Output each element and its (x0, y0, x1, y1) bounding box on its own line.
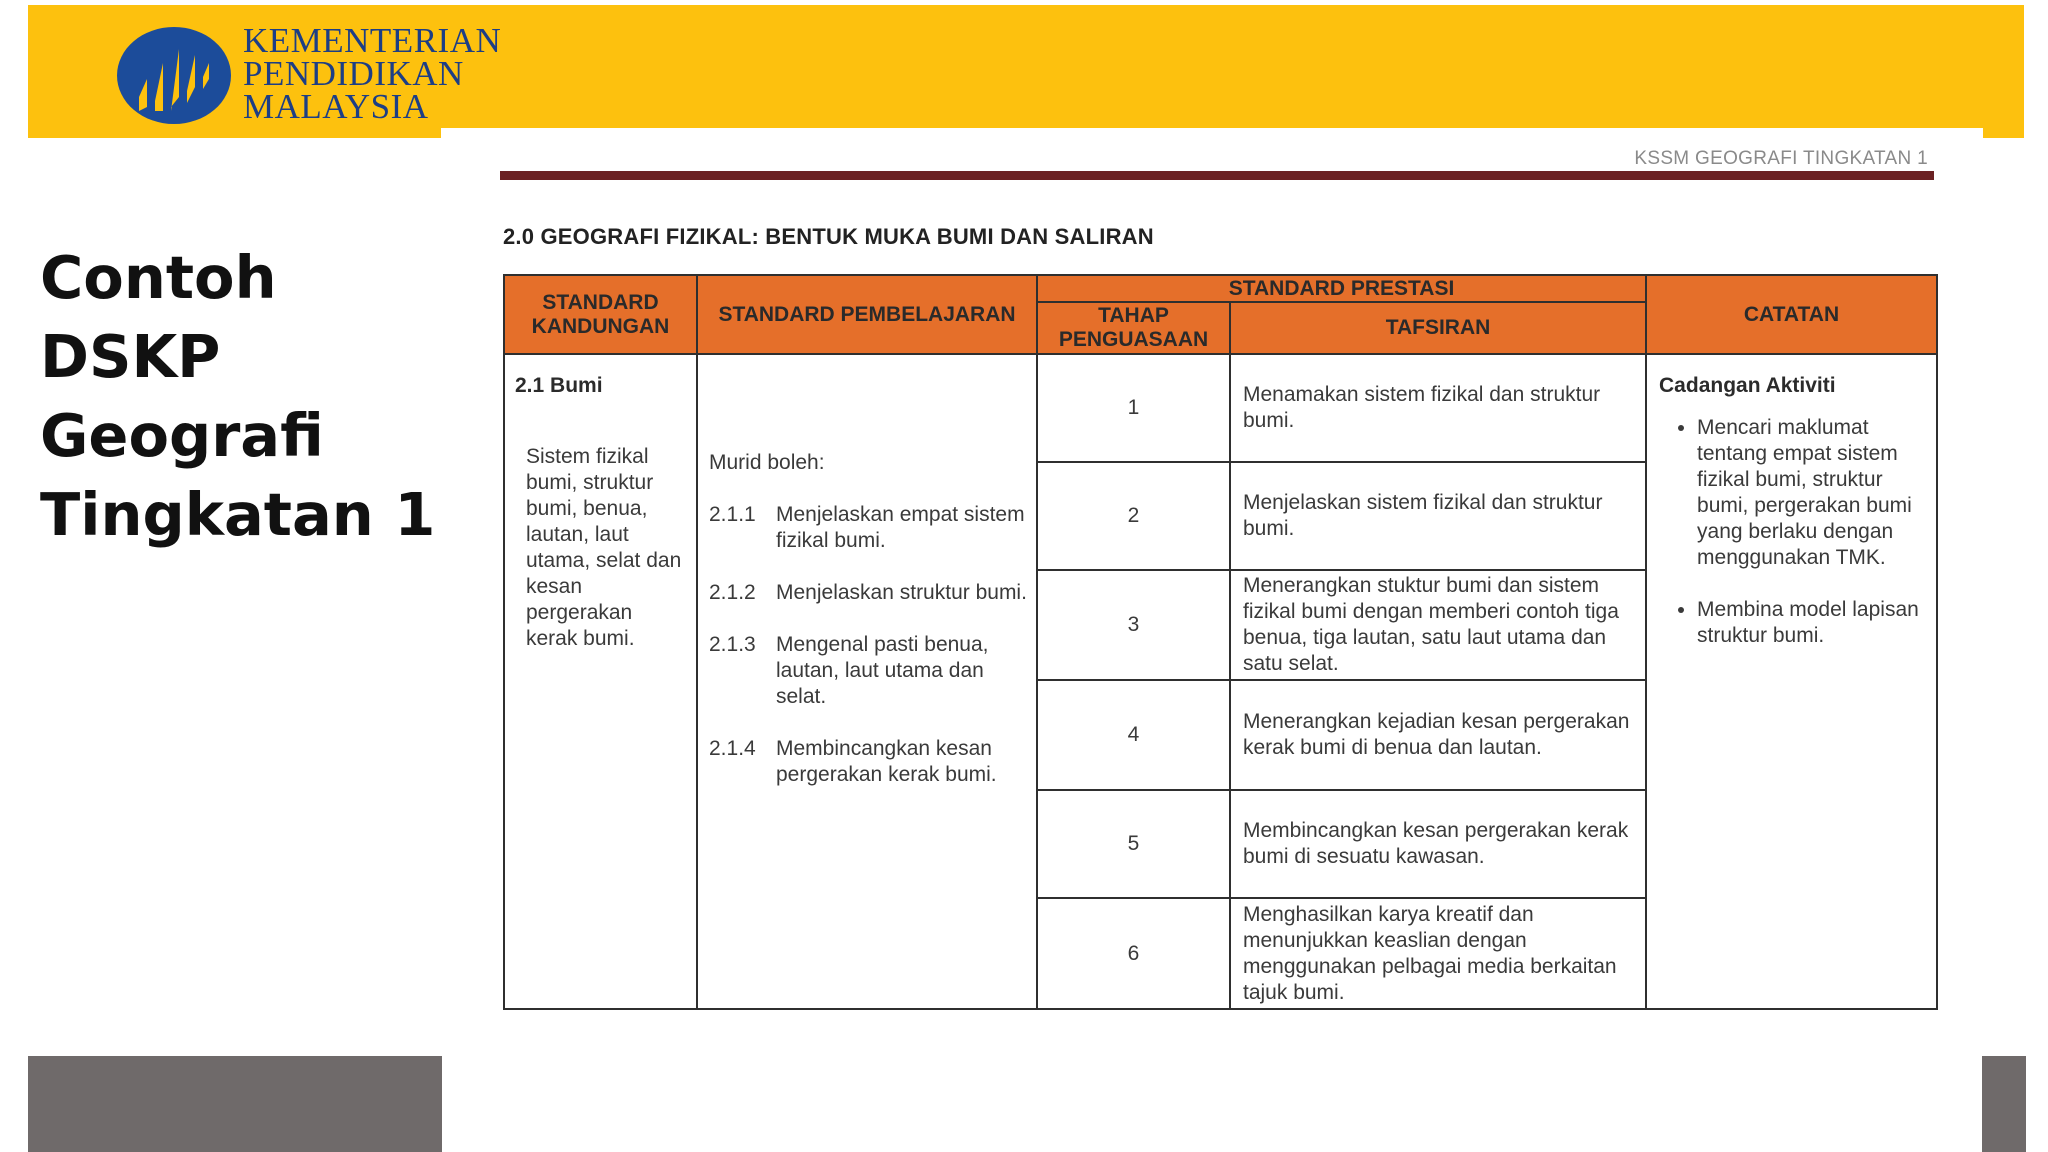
catatan-list (1659, 415, 1926, 649)
tahap-cell-3: 3 (1037, 570, 1230, 680)
tafsiran-cell-1: Menamakan sistem fizikal dan struktur bumi. (1230, 354, 1646, 462)
header-tahap-penguasaan: TAHAP PENGUASAAN (1037, 302, 1230, 354)
header-rule (500, 171, 1934, 180)
tafsiran-cell-2: Menjelaskan sistem fizikal dan struktur bumi. (1230, 462, 1646, 570)
document-header-label: KSSM GEOGRAFI TINGKATAN 1 (1634, 148, 1928, 169)
sp-item (709, 502, 1028, 554)
pembelajaran-cell (697, 354, 1037, 1009)
logo-line-1: KEMENTERIAN (243, 21, 502, 60)
sp-text: Menjelaskan struktur bumi. (776, 581, 1027, 604)
header-standard-kandungan: STANDARD KANDUNGAN (504, 275, 697, 354)
dskp-table (503, 274, 1938, 1010)
kandungan-description: Sistem fizikal bumi, struktur bumi, benua, lautan, laut utama, selat dan kesan pergerakan kerak bumi. (526, 445, 682, 650)
footer-bar-left (28, 1056, 442, 1152)
catatan-item: • Membina model lapisan struktur bumi. (1697, 597, 1926, 649)
footer-bar-right (1982, 1056, 2026, 1152)
sp-text: Membincangkan kesan pergerakan kerak bumi. (776, 737, 997, 786)
tahap-cell-5: 5 (1037, 790, 1230, 898)
tafsiran-cell-4: Menerangkan kejadian kesan pergerakan kerak bumi di benua dan lautan. (1230, 680, 1646, 790)
sp-code: 2.1.2 (709, 581, 756, 604)
tafsiran-cell-3: Menerangkan stuktur bumi dan sistem fizikal bumi dengan memberi contoh tiga benua, tiga lautan, satu laut utama dan satu selat. (1230, 570, 1646, 680)
logo-line-2: PENDIDIKAN (243, 54, 464, 93)
sp-item (709, 632, 1028, 710)
sp-item (709, 580, 1028, 606)
slide-title: Contoh DSKP Geografi Tingkatan 1 (40, 243, 436, 549)
header-catatan: CATATAN (1646, 275, 1937, 354)
sp-code: 2.1.3 (709, 633, 756, 656)
kandungan-title: 2.1 Bumi (515, 374, 603, 397)
sp-code: 2.1.4 (709, 737, 756, 760)
tahap-cell-1: 1 (1037, 354, 1230, 462)
sp-text: Mengenal pasti benua, lautan, laut utama dan selat. (776, 633, 989, 708)
sp-text: Menjelaskan empat sistem fizikal bumi. (776, 503, 1025, 552)
tafsiran-cell-6: Menghasilkan karya kreatif dan menunjukkan keaslian dengan menggunakan pelbagai media berkaitan tajuk bumi. (1230, 898, 1646, 1009)
tahap-cell-6: 6 (1037, 898, 1230, 1009)
sp-code: 2.1.1 (709, 503, 756, 526)
tahap-cell-2: 2 (1037, 462, 1230, 570)
tafsiran-cell-5: Membincangkan kesan pergerakan kerak bumi di sesuatu kawasan. (1230, 790, 1646, 898)
catatan-item: • Mencari maklumat tentang empat sistem fizikal bumi, struktur bumi, pergerakan bumi yang berlaku dengan menggunakan TMK. (1697, 415, 1926, 571)
tahap-cell-4: 4 (1037, 680, 1230, 790)
ministry-logo-text (243, 21, 502, 126)
banner-notch (441, 128, 1983, 142)
logo-line-3: MALAYSIA (243, 87, 429, 126)
catatan-cell (1646, 354, 1937, 1009)
header-tafsiran: TAFSIRAN (1230, 302, 1646, 354)
catatan-title: Cadangan Aktiviti (1659, 374, 1836, 397)
pembelajaran-intro: Murid boleh: (709, 451, 825, 474)
kandungan-cell (504, 354, 697, 1009)
sp-item (709, 736, 1028, 788)
header-standard-prestasi: STANDARD PRESTASI (1037, 275, 1646, 302)
kpm-crest-icon (117, 27, 231, 124)
header-standard-pembelajaran: STANDARD PEMBELAJARAN (697, 275, 1037, 354)
document-heading: 2.0 GEOGRAFI FIZIKAL: BENTUK MUKA BUMI DAN SALIRAN (503, 224, 1154, 249)
